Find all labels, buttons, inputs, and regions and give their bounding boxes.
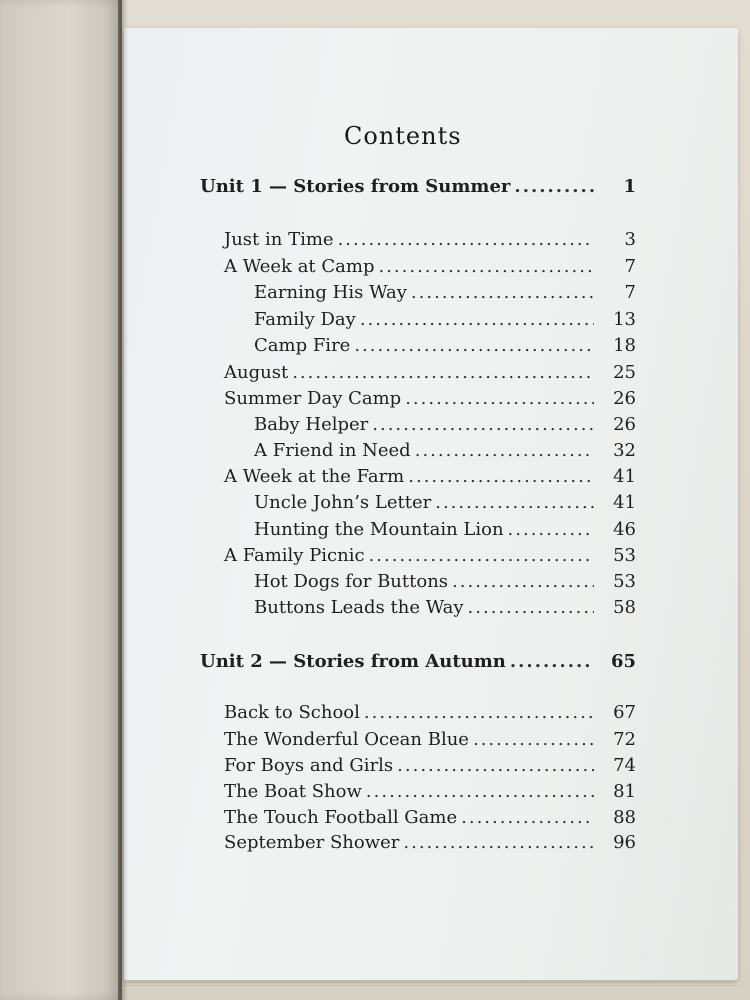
page-number: 53 xyxy=(613,545,636,566)
leader-dots xyxy=(354,335,594,357)
page-number: 67 xyxy=(613,702,636,723)
page-number: 41 xyxy=(613,466,636,487)
leader-dots xyxy=(397,755,594,777)
unit-label: Unit 1 — Stories from Summer xyxy=(200,176,511,197)
toc-entry xyxy=(254,571,636,593)
leader-dots xyxy=(369,545,594,567)
toc-entry xyxy=(224,755,636,777)
toc-entry xyxy=(254,519,636,541)
toc-entry xyxy=(224,781,636,803)
entry-title: Summer Day Camp xyxy=(224,388,402,409)
leader-dots xyxy=(468,597,594,619)
toc-entry xyxy=(254,440,636,462)
unit-1-heading xyxy=(200,176,636,198)
entry-title: The Boat Show xyxy=(224,781,362,802)
leader-dots xyxy=(508,519,594,541)
leader-dots xyxy=(514,176,594,198)
entry-title: The Touch Football Game xyxy=(224,807,458,828)
toc-entry xyxy=(224,702,636,724)
toc-entry xyxy=(224,807,636,829)
page-number: 88 xyxy=(613,807,636,828)
page-number: 3 xyxy=(624,229,636,250)
page-number: 58 xyxy=(613,597,636,618)
toc-entry xyxy=(224,466,636,488)
leader-dots xyxy=(408,466,594,488)
page-number: 41 xyxy=(613,492,636,513)
leader-dots xyxy=(366,781,594,803)
page-number: 32 xyxy=(613,440,636,461)
entry-title: A Friend in Need xyxy=(254,440,411,461)
toc-entry xyxy=(224,545,636,567)
unit-2-heading xyxy=(200,651,636,673)
entry-title: August xyxy=(224,362,289,383)
page-number: 65 xyxy=(610,651,636,672)
entry-title: Uncle John’s Letter xyxy=(254,492,432,513)
leader-dots xyxy=(411,282,594,304)
toc-entry xyxy=(224,256,636,278)
entry-title: For Boys and Girls xyxy=(224,755,394,776)
entry-title: September Shower xyxy=(224,832,400,853)
leader-dots xyxy=(510,651,594,673)
entry-title: Just in Time xyxy=(224,229,334,250)
leader-dots xyxy=(372,414,594,436)
entry-title: A Week at Camp xyxy=(224,256,375,277)
page-number: 53 xyxy=(613,571,636,592)
contents-title: Contents xyxy=(344,122,462,150)
page-number: 81 xyxy=(613,781,636,802)
entry-title: Earning His Way xyxy=(254,282,407,303)
leader-dots xyxy=(452,571,594,593)
leader-dots xyxy=(338,229,594,251)
leader-dots xyxy=(473,729,594,751)
entry-title: A Week at the Farm xyxy=(224,466,405,487)
toc-entry xyxy=(224,229,636,251)
entry-title: Hot Dogs for Buttons xyxy=(254,571,449,592)
leader-dots xyxy=(435,492,594,514)
page-number: 7 xyxy=(624,282,636,303)
page-number: 13 xyxy=(613,309,636,330)
page-number: 26 xyxy=(613,414,636,435)
page-number: 18 xyxy=(613,335,636,356)
toc-entry xyxy=(254,414,636,436)
leader-dots xyxy=(403,832,594,854)
page-number: 26 xyxy=(613,388,636,409)
entry-title: A Family Picnic xyxy=(224,545,365,566)
toc-entry xyxy=(254,309,636,331)
leader-dots xyxy=(360,309,594,331)
toc-entry xyxy=(224,388,636,410)
leader-dots xyxy=(364,702,594,724)
entry-title: Buttons Leads the Way xyxy=(254,597,464,618)
leader-dots xyxy=(405,388,594,410)
toc-entry xyxy=(224,832,636,854)
entry-title: Back to School xyxy=(224,702,360,723)
page-number: 72 xyxy=(613,729,636,750)
page-number: 7 xyxy=(624,256,636,277)
leader-dots xyxy=(378,256,594,278)
entry-title: Camp Fire xyxy=(254,335,351,356)
leader-dots xyxy=(415,440,594,462)
toc-entry xyxy=(254,282,636,304)
toc-entry xyxy=(254,597,636,619)
toc-entry xyxy=(224,729,636,751)
leader-dots xyxy=(292,362,594,384)
leader-dots xyxy=(461,807,594,829)
toc-entry xyxy=(224,362,636,384)
entry-title: The Wonderful Ocean Blue xyxy=(224,729,469,750)
toc-entry xyxy=(254,492,636,514)
page-number: 25 xyxy=(613,362,636,383)
entry-title: Hunting the Mountain Lion xyxy=(254,519,504,540)
page-number: 74 xyxy=(613,755,636,776)
toc-entry xyxy=(254,335,636,357)
page-number: 1 xyxy=(623,176,636,197)
unit-label: Unit 2 — Stories from Autumn xyxy=(200,651,506,672)
entry-title: Family Day xyxy=(254,309,356,330)
entry-title: Baby Helper xyxy=(254,414,369,435)
page-number: 46 xyxy=(613,519,636,540)
page-number: 96 xyxy=(613,832,636,853)
